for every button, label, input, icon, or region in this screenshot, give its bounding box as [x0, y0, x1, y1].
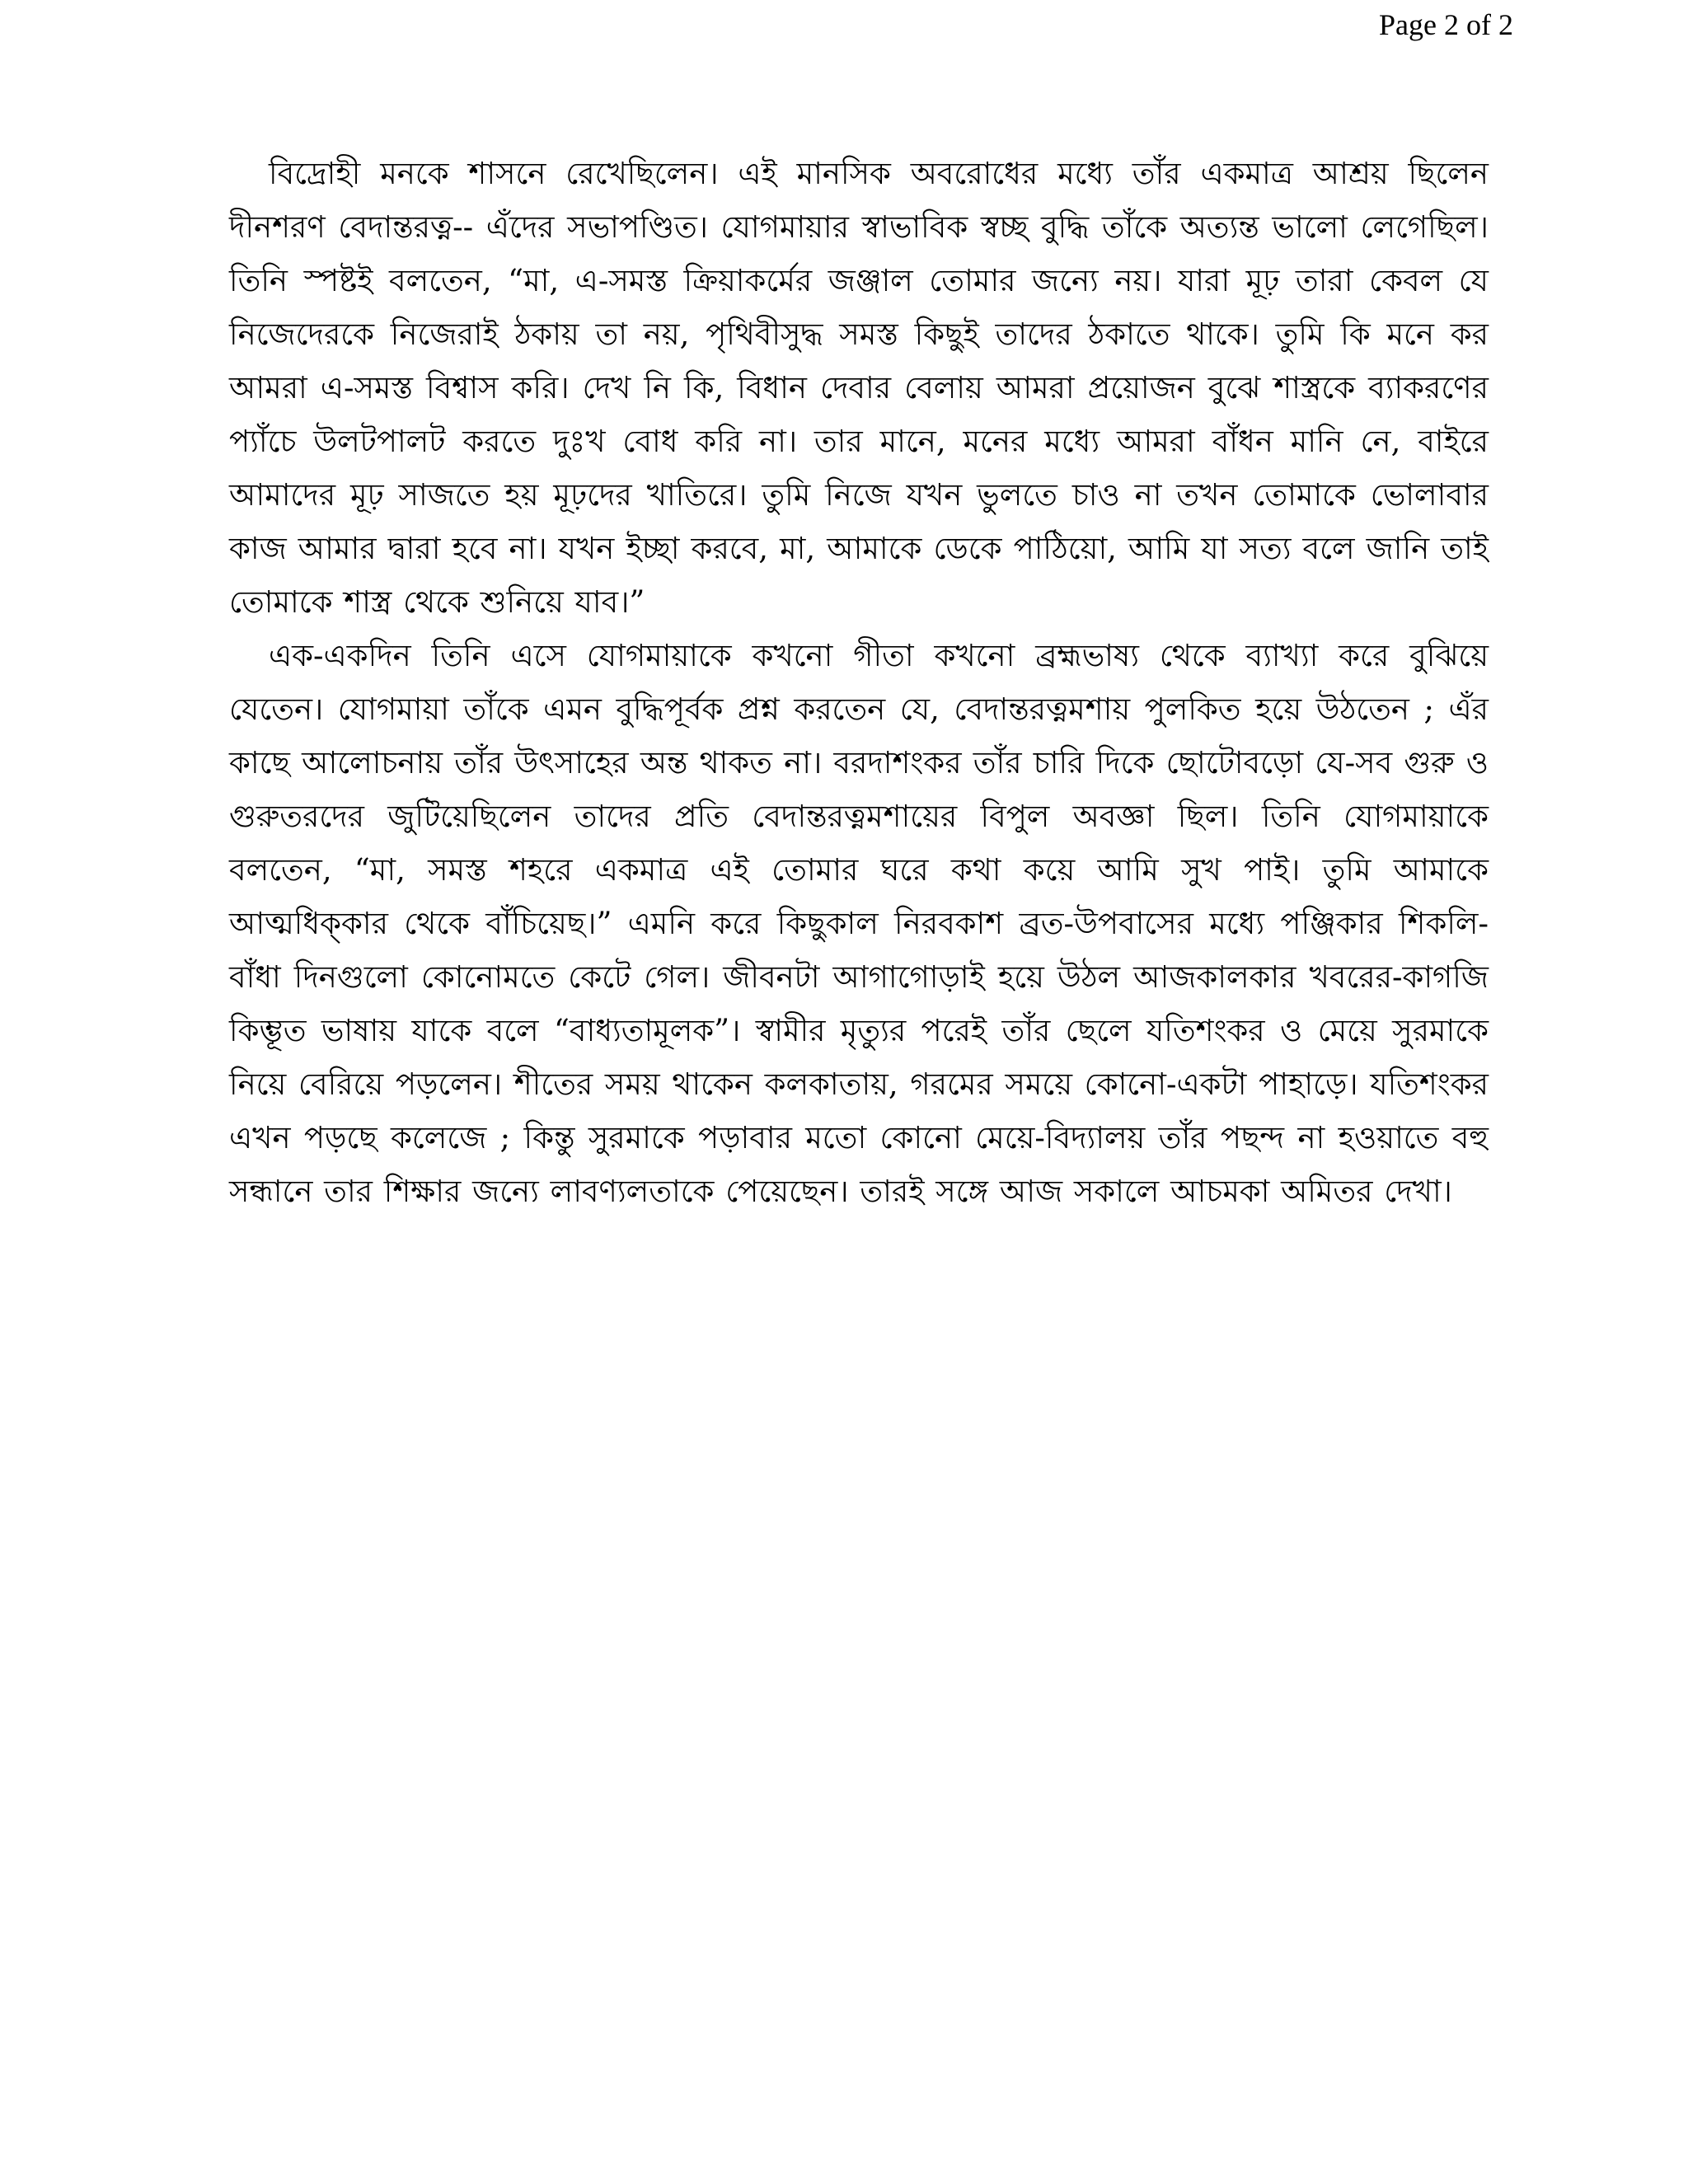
- page-number: Page 2 of 2: [1379, 8, 1513, 41]
- paragraph-2: এক-একদিন তিনি এসে যোগমায়াকে কখনো গীতা কখনো ব্রহ্মভাষ্য থেকে ব্যাখ্যা করে বুঝিয়ে যেতেন। যোগমায়া তাঁকে এমন বুদ্ধিপূর্বক প্রশ্ন করতেন যে, বেদান্তরত্নমশায় পুলকিত হয়ে উঠতেন ; এঁর কাছে আলোচনায় তাঁর উৎসাহের অন্ত থাকত না। বরদাশংকর তাঁর চারি দিকে ছোটোবড়ো যে-সব গুরু ও গুরুতরদের জুটিয়েছিলেন তাদের প্রতি বেদান্তরত্নমশায়ের বিপুল অবজ্ঞা ছিল। তিনি যোগমায়াকে বলতেন, “মা, সমস্ত শহরে একমাত্র এই তোমার ঘরে কথা কয়ে আমি সুখ পাই। তুমি আমাকে আত্মধিক্‌কার থেকে বাঁচিয়েছ।” এমনি করে কিছুকাল নিরবকাশ ব্রত-উপবাসের মধ্যে পঞ্জিকার শিকলি-বাঁধা দিনগুলো কোনোমতে কেটে গেল। জীবনটা আগাগোড়াই হয়ে উঠল আজকালকার খবরের-কাগজি কিম্ভূত ভাষায় যাকে বলে “বাধ্যতামূলক”। স্বামীর মৃত্যুর পরেই তাঁর ছেলে যতিশংকর ও মেয়ে সুরমাকে নিয়ে বেরিয়ে পড়লেন। শীতের সময় থাকেন কলকাতায়, গরমের সময়ে কোনো-একটা পাহাড়ে। যতিশংকর এখন পড়ছে কলেজে ; কিন্তু সুরমাকে পড়াবার মতো কোনো মেয়ে-বিদ্যালয় তাঁর পছন্দ না হওয়াতে বহু সন্ধানে তার শিক্ষার জন্যে লাবণ্যলতাকে পেয়েছেন। তারই সঙ্গে আজ সকালে আচমকা অমিতর দেখা।: [229, 638, 1489, 1209]
- document-body: [229, 147, 1489, 1218]
- paragraph-1: বিদ্রোহী মনকে শাসনে রেখেছিলেন। এই মানসিক অবরোধের মধ্যে তাঁর একমাত্র আশ্রয় ছিলেন দীনশরণ বেদান্তরত্ন-- এঁদের সভাপণ্ডিত। যোগমায়ার স্বাভাবিক স্বচ্ছ বুদ্ধি তাঁকে অত্যন্ত ভালো লেগেছিল। তিনি স্পষ্টই বলতেন, “মা, এ-সমস্ত ক্রিয়াকর্মের জঞ্জাল তোমার জন্যে নয়। যারা মূঢ় তারা কেবল যে নিজেদেরকে নিজেরাই ঠকায় তা নয়, পৃথিবীসুদ্ধ সমস্ত কিছুই তাদের ঠকাতে থাকে। তুমি কি মনে কর আমরা এ-সমস্ত বিশ্বাস করি। দেখ নি কি, বিধান দেবার বেলায় আমরা প্রয়োজন বুঝে শাস্ত্রকে ব্যাকরণের প্যাঁচে উলটপালট করতে দুঃখ বোধ করি না। তার মানে, মনের মধ্যে আমরা বাঁধন মানি নে, বাইরে আমাদের মূঢ় সাজতে হয় মূঢ়দের খাতিরে। তুমি নিজে যখন ভুলতে চাও না তখন তোমাকে ভোলাবার কাজ আমার দ্বারা হবে না। যখন ইচ্ছা করবে, মা, আমাকে ডেকে পাঠিয়ো, আমি যা সত্য বলে জানি তাই তোমাকে শাস্ত্র থেকে শুনিয়ে যাব।”: [229, 156, 1489, 620]
